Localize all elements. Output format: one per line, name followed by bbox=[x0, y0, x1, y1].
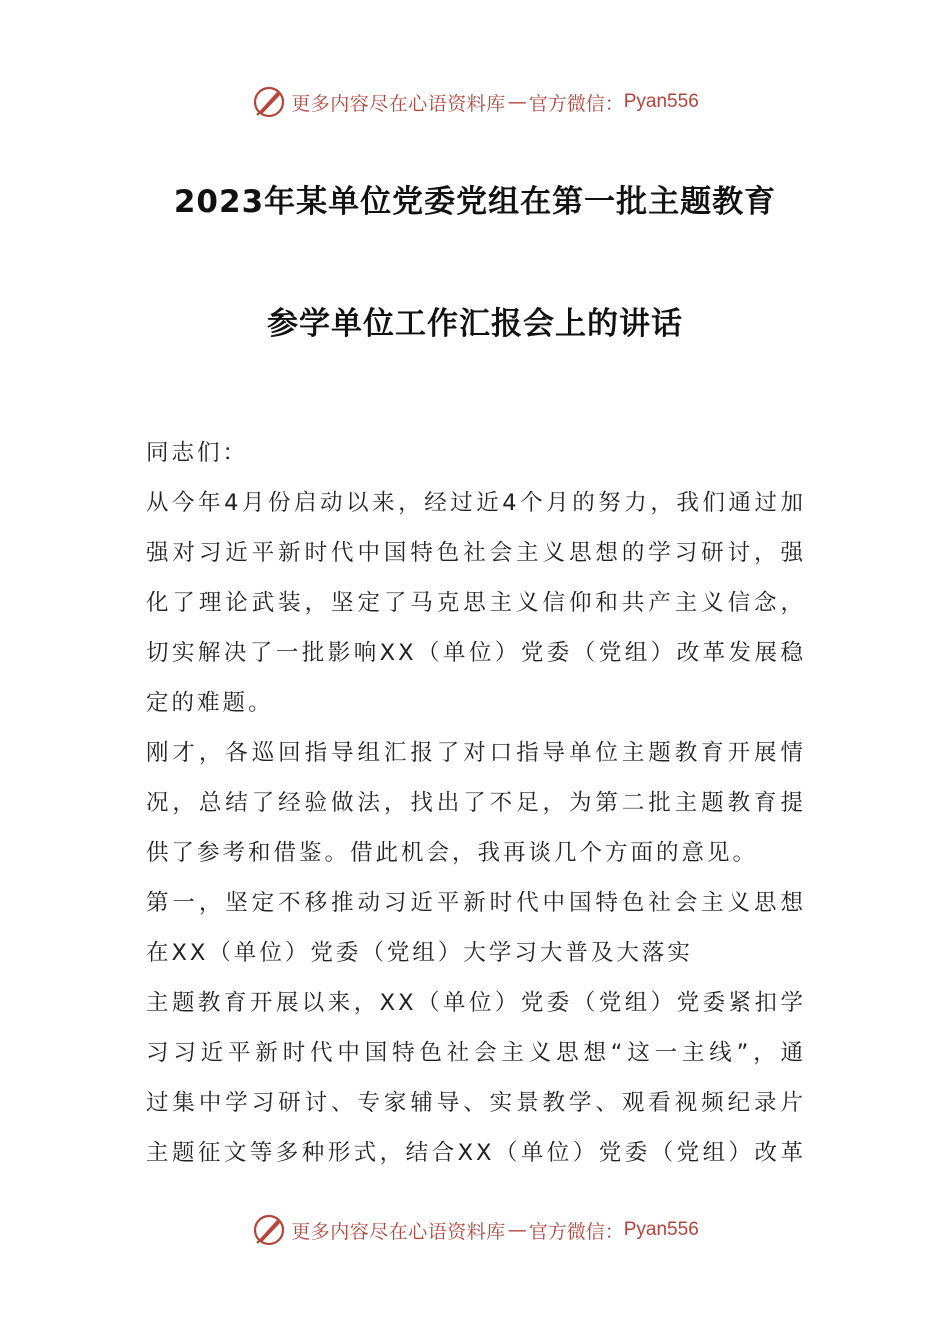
paragraph-line: 习习近平新时代中国特色社会主义思想“这一主线”，通 bbox=[146, 1040, 806, 1066]
footer-watermark-banner bbox=[0, 1210, 950, 1250]
paragraph-line: 强对习近平新时代中国特色社会主义思想的学习研讨，强 bbox=[146, 540, 806, 566]
document-title-line-2: 参学单位工作汇报会上的讲话 bbox=[267, 306, 683, 342]
section-heading-line: 在XX（单位）党委（党组）大学习大普及大落实 bbox=[146, 940, 693, 966]
document-body bbox=[146, 428, 806, 1178]
paragraph-line: 主题教育开展以来，XX（单位）党委（党组）党委紧扣学 bbox=[146, 990, 806, 1016]
document-title-line-1: 2023年某单位党委党组在第一批主题教育 bbox=[173, 184, 777, 220]
banner-wechat-label: 官方微信： bbox=[528, 1220, 624, 1243]
paragraph-line: 定的难题。 bbox=[146, 690, 274, 716]
paragraph-line: 过集中学习研讨、专家辅导、实景教学、观看视频纪录片 bbox=[146, 1090, 806, 1116]
banner-wechat-label: 官方微信： bbox=[528, 92, 624, 115]
section-heading-line: 第一，坚定不移推动习近平新时代中国特色社会主义思想 bbox=[146, 890, 806, 916]
quill-pen-icon bbox=[251, 1212, 287, 1248]
banner-brand-text: 更多内容尽在心语资料库 bbox=[291, 92, 506, 115]
salutation-line: 同志们： bbox=[146, 440, 249, 466]
header-watermark-banner bbox=[0, 82, 950, 122]
quill-pen-icon bbox=[251, 84, 287, 120]
paragraph-line: 从今年4月份启动以来，经过近4个月的努力，我们通过加 bbox=[146, 490, 806, 516]
paragraph-line: 刚才，各巡回指导组汇报了对口指导单位主题教育开展情 bbox=[146, 740, 806, 766]
banner-dash: — bbox=[507, 91, 527, 113]
banner-brand-text: 更多内容尽在心语资料库 bbox=[291, 1220, 506, 1243]
banner-wechat-id: Pyan556 bbox=[623, 91, 699, 112]
paragraph-line: 供了参考和借鉴。借此机会，我再谈几个方面的意见。 bbox=[146, 840, 759, 866]
paragraph-line: 况，总结了经验做法，找出了不足，为第二批主题教育提 bbox=[146, 790, 806, 816]
paragraph-line: 化了理论武装，坚定了马克思主义信仰和共产主义信念， bbox=[146, 590, 806, 616]
paragraph-line: 切实解决了一批影响XX（单位）党委（党组）改革发展稳 bbox=[146, 640, 806, 666]
banner-dash: — bbox=[507, 1219, 527, 1241]
banner-wechat-id: Pyan556 bbox=[623, 1219, 699, 1240]
paragraph-line: 主题征文等多种形式，结合XX（单位）党委（党组）改革 bbox=[146, 1140, 806, 1166]
